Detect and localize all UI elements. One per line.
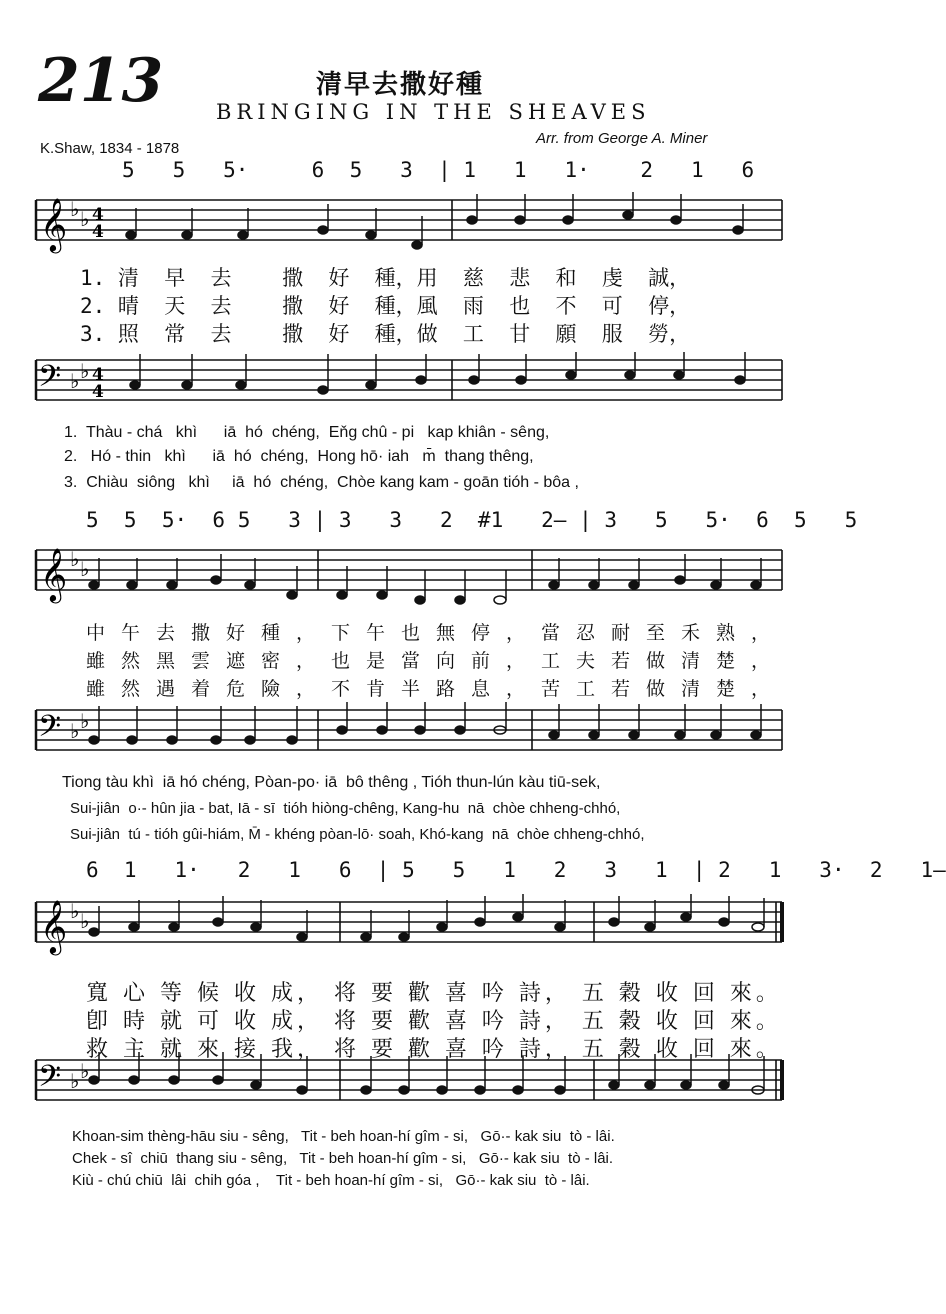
svg-text:♭: ♭ — [70, 197, 80, 221]
svg-text:4: 4 — [92, 382, 104, 402]
romanized-lyric-3-2: Chek - sî chiū thang siu - sêng, Tit - beh hoan-hí gîm - si, Gō·- kak siu tò - lâi. — [72, 1150, 614, 1167]
svg-text:𝄢: 𝄢 — [38, 1060, 62, 1101]
bass-staff-2 — [0, 700, 819, 772]
svg-text:𝄢: 𝄢 — [38, 710, 62, 751]
svg-text:♭: ♭ — [80, 1059, 90, 1083]
svg-text:𝄞: 𝄞 — [40, 197, 68, 251]
romanized-lyric-2-2: Sui-jiân o·- hûn jia - bat, Iā - sī tióh hiòng-chêng, Kang-hu nā chòe chheng-chhó, — [70, 800, 621, 817]
treble-staff-2 — [0, 540, 819, 612]
svg-text:4: 4 — [92, 205, 104, 225]
chinese-lyric-2-3: 雖然遇着危險，不肯半路息，苦工若做清楚， — [86, 678, 787, 700]
romanized-lyric-1-2: 2. Hó - thin khì iā hó chéng, Hong hō· iah m̄ thang thêng, — [64, 448, 534, 465]
chinese-lyric-3-3: 救 主 就 來 接 我， 将 要 歡 喜 吟 詩， 五 穀 收 回 來。 — [86, 1037, 782, 1062]
bass-staff-1 — [0, 350, 819, 422]
treble-staff-1 — [0, 190, 819, 262]
chinese-lyric-1-2: 2. 晴 天 去 撒 好 種，風 雨 也 不 可 停， — [80, 294, 691, 318]
svg-text:♭: ♭ — [70, 719, 80, 743]
chinese-lyric-2-2: 雖然黑雲遮密，也是當向前，工夫若做清楚， — [86, 650, 787, 672]
chinese-lyric-3-2: 卽 時 就 可 收 成， 将 要 歡 喜 吟 詩， 五 穀 收 回 來。 — [86, 1009, 782, 1034]
romanized-lyric-1-1: 1. Thàu - chá khì iā hó chéng, Eňg chû - pi kap khiân - sêng, — [64, 424, 550, 441]
arranger-credit: Arr. from George A. Miner — [536, 130, 708, 147]
chinese-title: 清早去撒好種 — [316, 70, 485, 100]
romanized-lyric-3-1: Khoan-sim thèng-hāu siu - sêng, Tit - beh hoan-hí gîm - si, Gō·- kak siu tò - lâi. — [72, 1128, 615, 1145]
author-credit: K.Shaw, 1834 - 1878 — [40, 140, 180, 157]
svg-text:♭: ♭ — [70, 899, 80, 923]
svg-text:♭: ♭ — [80, 557, 90, 581]
svg-text:♭: ♭ — [70, 547, 80, 571]
chinese-lyric-1-1: 1. 清 早 去 撒 好 種，用 慈 悲 和 虔 誠， — [80, 266, 691, 290]
svg-text:𝄞: 𝄞 — [40, 547, 68, 601]
romanized-lyric-2-1: Tiong tàu khì iā hó chéng, Pòan-po· iā bô thêng , Tióh thun-lún kàu tiū-sek, — [62, 774, 601, 791]
chinese-lyric-1-3: 3. 照 常 去 撒 好 種，做 工 甘 願 服 勞， — [80, 322, 691, 346]
svg-text:♭: ♭ — [80, 359, 90, 383]
svg-text:♭: ♭ — [80, 709, 90, 733]
svg-text:𝄞: 𝄞 — [40, 899, 68, 953]
svg-text:♭: ♭ — [70, 1069, 80, 1093]
bass-staff-3 — [0, 1050, 819, 1122]
jianpu-line-2: 5 5 5· 6 5 3 | 3 3 2 #1 2— | 3 5 5· 6 5 5 — [86, 508, 858, 532]
jianpu-line-1: 5 5 5· 6 5 3 | 1 1 1· 2 1 6 — [122, 158, 755, 182]
svg-text:4: 4 — [92, 365, 104, 385]
hymn-number: 213 — [38, 46, 164, 116]
chinese-lyric-3-1: 寬 心 等 候 收 成， 将 要 歡 喜 吟 詩， 五 穀 收 回 來。 — [86, 981, 782, 1006]
jianpu-line-3: 6 1 1· 2 1 6 | 5 5 1 2 3 1 | 2 1 3· 2 1— — [86, 858, 946, 882]
svg-text:♭: ♭ — [70, 369, 80, 393]
svg-text:𝄢: 𝄢 — [38, 360, 62, 401]
chinese-lyric-2-1: 中午去撒好種，下午也無停，當忍耐至禾熟， — [86, 622, 787, 644]
treble-staff-3 — [0, 892, 819, 964]
english-title: BRINGING IN THE SHEAVES — [216, 100, 651, 124]
svg-text:♭: ♭ — [80, 909, 90, 933]
romanized-lyric-1-3: 3. Chiàu siông khì iā hó chéng, Chòe kang kam - goān tióh - bôa , — [64, 474, 579, 491]
svg-text:♭: ♭ — [80, 207, 90, 231]
romanized-lyric-3-3: Kiù - chú chiū lâi chih góa , Tit - beh hoan-hí gîm - si, Gō·- kak siu tò - lâi. — [72, 1172, 590, 1189]
romanized-lyric-2-3: Sui-jiân tú - tióh gûi-hiám, M̄ - khéng pòan-lō· soah, Khó-kang nā chòe chheng-chhó, — [70, 826, 645, 843]
svg-text:4: 4 — [92, 222, 104, 242]
